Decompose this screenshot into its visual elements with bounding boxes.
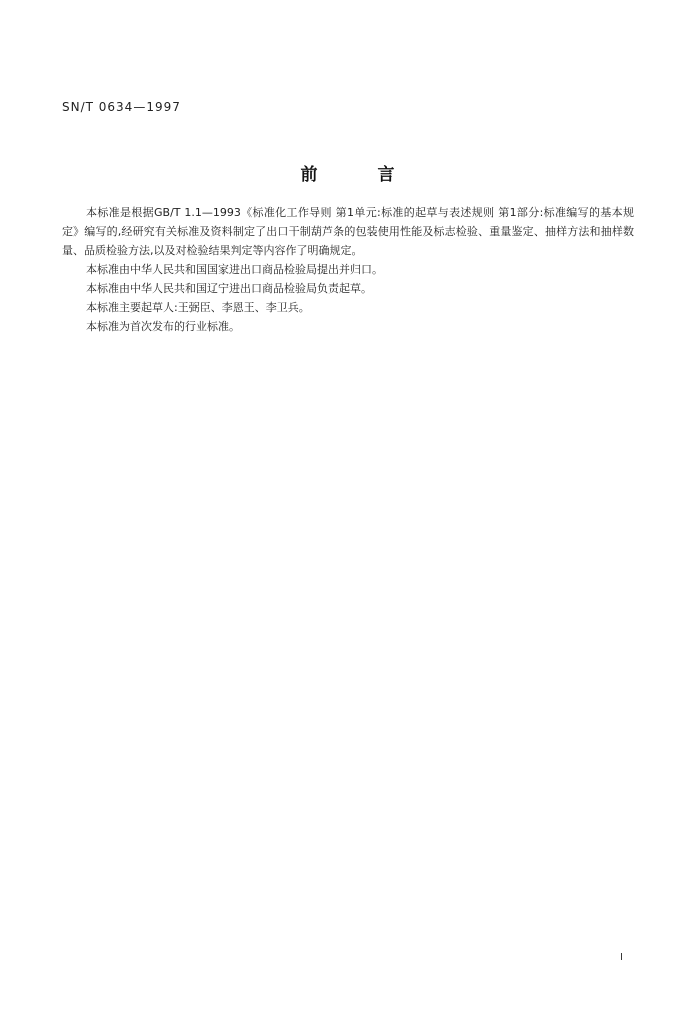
page-number: I bbox=[620, 952, 623, 963]
paragraph-proposer: 本标准由中华人民共和国国家进出口商品检验局提出并归口。 bbox=[86, 263, 383, 276]
paragraph-drafters: 本标准主要起草人:王弼臣、李恩王、李卫兵。 bbox=[86, 301, 310, 314]
standard-code: SN/T 0634—1997 bbox=[62, 100, 181, 114]
paragraph-first-issue: 本标准为首次发布的行业标准。 bbox=[86, 320, 240, 333]
foreword-body bbox=[62, 203, 634, 336]
paragraph-drafting-unit: 本标准由中华人民共和国辽宁进出口商品检验局负责起草。 bbox=[86, 282, 372, 295]
title-char-1: 前 bbox=[300, 165, 318, 185]
page-title bbox=[0, 160, 695, 185]
paragraph-basis: 本标准是根据GB/T 1.1—1993《标准化工作导则 第1单元:标准的起草与表述规则 第1部分:标准编写的基本规定》编写的,经研究有关标准及资料制定了出口干制葫芦条的包装使用性能及标志检验、重量鉴定、抽样方法和抽样数量、品质检验方法,以及对检验结果判定等内容作了明确规定。 bbox=[62, 206, 634, 257]
title-char-2: 言 bbox=[377, 165, 395, 185]
